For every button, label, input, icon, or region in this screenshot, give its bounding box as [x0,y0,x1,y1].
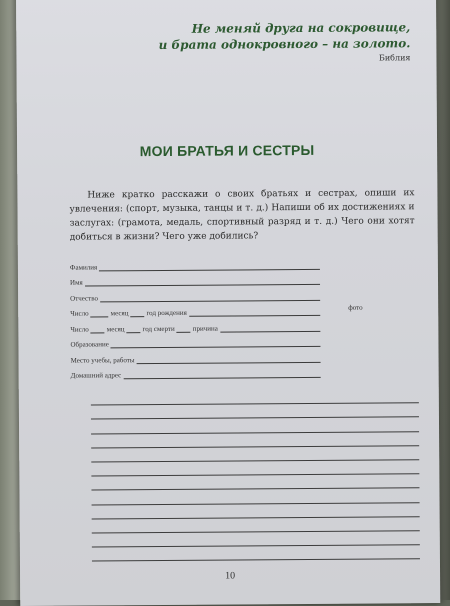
death-year-label: год смерти [142,324,175,333]
epigraph [110,19,410,64]
education-row [70,331,320,348]
page-number: 10 [225,570,236,582]
patronymic-label: Отчество [70,293,98,303]
birth-number-label: Число [70,309,89,318]
death-month-field[interactable] [127,325,141,333]
name-label: Имя [69,278,83,287]
book-page [16,0,440,606]
cause-label: причина [192,324,218,333]
surname-label: Фамилия [69,262,98,272]
education-label: Образование [70,340,109,349]
death-row [70,316,320,333]
page-title: МОИ БРАТЬЯ И СЕСТРЫ [139,141,315,160]
death-day-field[interactable] [91,325,105,333]
birth-year-label: год рождения [146,308,187,318]
work-study-row [70,347,320,364]
birth-day-field[interactable] [91,309,109,317]
patronymic-row [70,285,320,302]
work-study-label: Место учебы, работы [70,355,135,365]
epigraph-line-2: и брата однокровного – на золото. [158,36,411,53]
intro-paragraph: Ниже кратко расскажи о своих братьях и сестрах, опиши их увлечения: (спорт, музыка, танцы и т. д.) Напиши об их достижениях и заслугах: (грамота, медаль, спортивный разряд и т. д.) Чего они хотят добиться в жизни? Чего уже добились? [69,188,415,243]
sibling-form [70,254,321,380]
death-number-label: Число [70,325,89,334]
birth-row [70,300,320,317]
address-row [71,362,321,379]
death-month-label: месяц [106,324,125,333]
address-label: Домашний адрес [70,371,122,380]
address-field[interactable] [123,370,320,379]
birth-month-field[interactable] [130,309,144,317]
epigraph-line-1: Не меняй друга на сокровище, [191,20,411,36]
writing-line[interactable] [92,545,420,561]
birth-month-label: месяц [110,309,129,318]
name-row [70,269,320,286]
photo-placeholder-label: фото [348,303,363,312]
surname-row [70,254,320,271]
writing-lines [91,389,420,562]
epigraph-source: Библия [378,53,411,63]
death-year-field[interactable] [177,324,191,332]
